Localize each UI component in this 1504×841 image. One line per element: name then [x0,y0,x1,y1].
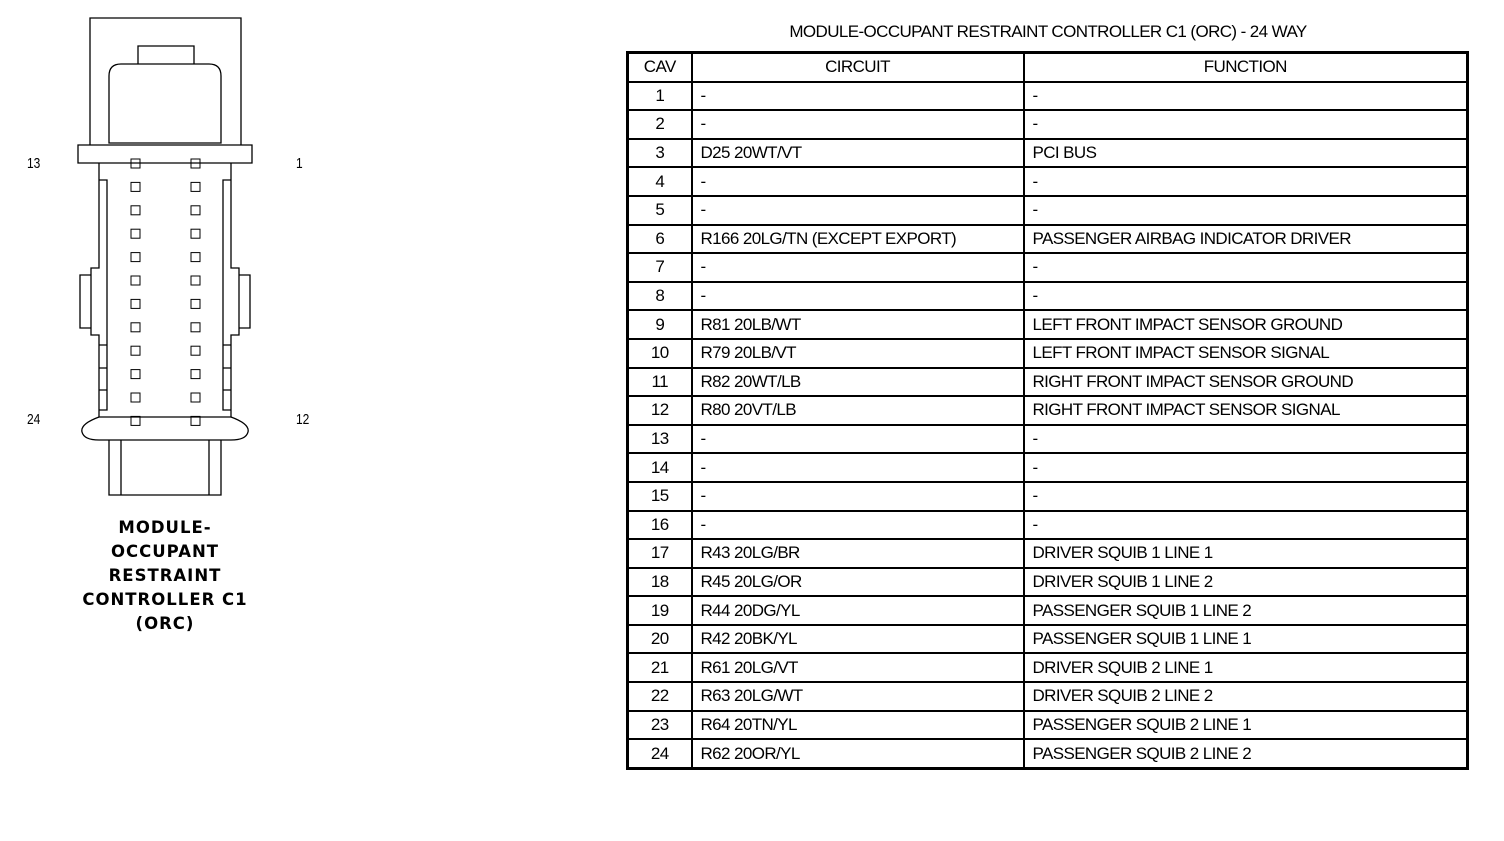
cavity-square [191,370,200,379]
circuit-cell: R44 20DG/YL [692,596,1024,625]
circuit-cell: R63 20LG/WT [692,682,1024,711]
cav-cell: 15 [628,482,692,511]
header-circuit: CIRCUIT [692,53,1024,82]
circuit-cell: R80 20VT/LB [692,396,1024,425]
cav-cell: 21 [628,653,692,682]
function-cell: LEFT FRONT IMPACT SENSOR SIGNAL [1024,339,1468,368]
connector-body [91,163,239,417]
connector-bottom-flange [82,417,248,440]
cav-cell: 8 [628,282,692,311]
circuit-cell: R82 20WT/LB [692,368,1024,397]
function-cell: DRIVER SQUIB 1 LINE 1 [1024,539,1468,568]
cav-cell: 24 [628,739,692,768]
cavity-grid [131,159,200,425]
circuit-cell: R45 20LG/OR [692,568,1024,597]
cav-cell: 12 [628,396,692,425]
circuit-cell: R64 20TN/YL [692,711,1024,740]
cav-cell: 18 [628,568,692,597]
function-cell: - [1024,482,1468,511]
circuit-cell: R79 20LB/VT [692,339,1024,368]
table-row [628,82,1468,111]
cavity-square [191,393,200,402]
table-row [628,368,1468,397]
circuit-cell: - [692,253,1024,282]
table-row [628,339,1468,368]
table-row [628,425,1468,454]
cavity-square [131,370,140,379]
cavity-square [131,182,140,191]
cavity-square [131,393,140,402]
circuit-cell: R42 20BK/YL [692,625,1024,654]
function-cell: - [1024,196,1468,225]
circuit-cell: - [692,511,1024,540]
cavity-square [131,206,140,215]
function-cell: - [1024,425,1468,454]
cavity-square [191,346,200,355]
circuit-cell: - [692,196,1024,225]
table-row [628,653,1468,682]
connector-diagram [0,0,560,836]
cav-cell: 9 [628,310,692,339]
cav-cell: 17 [628,539,692,568]
connector-caption [60,516,270,636]
circuit-cell: - [692,282,1024,311]
table-row [628,139,1468,168]
cavity-square [191,276,200,285]
cav-cell: 14 [628,453,692,482]
circuit-cell: R62 20OR/YL [692,739,1024,768]
cav-cell: 19 [628,596,692,625]
table-row [628,568,1468,597]
cavity-square [131,276,140,285]
function-cell: PCI BUS [1024,139,1468,168]
caption-line: RESTRAINT [108,566,222,585]
cavity-square [191,323,200,332]
pin-label-top-right: 1 [296,155,303,172]
cav-cell: 10 [628,339,692,368]
caption-line: MODULE- [118,518,212,537]
cav-cell: 5 [628,196,692,225]
table-row [628,625,1468,654]
circuit-cell: R43 20LG/BR [692,539,1024,568]
connector-face-drawing [0,0,560,836]
function-cell: RIGHT FRONT IMPACT SENSOR GROUND [1024,368,1468,397]
header-cav: CAV [628,53,692,82]
function-cell: PASSENGER SQUIB 1 LINE 1 [1024,625,1468,654]
cavity-square [131,253,140,262]
function-cell: PASSENGER AIRBAG INDICATOR DRIVER [1024,225,1468,254]
table-row [628,310,1468,339]
function-cell: DRIVER SQUIB 1 LINE 2 [1024,568,1468,597]
function-cell: LEFT FRONT IMPACT SENSOR GROUND [1024,310,1468,339]
function-cell: - [1024,511,1468,540]
connector-top-flange [78,145,252,163]
circuit-cell: R166 20LG/TN (EXCEPT EXPORT) [692,225,1024,254]
pin-label-bottom-right: 12 [296,411,310,428]
header-function: FUNCTION [1024,53,1468,82]
connector-bottom-stub [109,440,221,495]
table-row [628,453,1468,482]
function-cell: - [1024,253,1468,282]
circuit-cell: - [692,425,1024,454]
table-row [628,167,1468,196]
table-row [628,396,1468,425]
cav-cell: 7 [628,253,692,282]
cav-cell: 1 [628,82,692,111]
cav-cell: 23 [628,711,692,740]
table-row [628,739,1468,768]
cavity-square [131,229,140,238]
cav-cell: 2 [628,110,692,139]
cav-cell: 11 [628,368,692,397]
cavity-square [191,182,200,191]
cav-cell: 3 [628,139,692,168]
cavity-square [131,323,140,332]
circuit-cell: R61 20LG/VT [692,653,1024,682]
circuit-cell: - [692,82,1024,111]
table-row [628,482,1468,511]
table-row [628,711,1468,740]
cav-cell: 20 [628,625,692,654]
pinout-table [626,51,1469,770]
circuit-cell: - [692,110,1024,139]
caption-line: CONTROLLER C1 [82,590,248,609]
caption-line: OCCUPANT [110,542,220,561]
table-row [628,539,1468,568]
circuit-cell: - [692,167,1024,196]
pin-label-bottom-left: 24 [27,411,41,428]
function-cell: - [1024,110,1468,139]
cav-cell: 16 [628,511,692,540]
connector-latch [109,64,221,143]
circuit-cell: R81 20LB/WT [692,310,1024,339]
function-cell: PASSENGER SQUIB 2 LINE 2 [1024,739,1468,768]
cav-cell: 6 [628,225,692,254]
caption-line: (ORC) [135,614,195,633]
circuit-cell: - [692,453,1024,482]
function-cell: DRIVER SQUIB 2 LINE 1 [1024,653,1468,682]
circuit-cell: D25 20WT/VT [692,139,1024,168]
function-cell: PASSENGER SQUIB 2 LINE 1 [1024,711,1468,740]
table-row [628,596,1468,625]
cav-cell: 22 [628,682,692,711]
table-row [628,282,1468,311]
circuit-cell: - [692,482,1024,511]
connector-housing-outline [90,18,241,145]
table-row [628,511,1468,540]
table-row [628,682,1468,711]
cavity-square [191,229,200,238]
cavity-square [191,206,200,215]
function-cell: - [1024,453,1468,482]
table-row [628,253,1468,282]
function-cell: - [1024,167,1468,196]
function-cell: - [1024,82,1468,111]
cavity-square [191,416,200,425]
cavity-square [191,299,200,308]
cavity-square [131,416,140,425]
cavity-square [131,346,140,355]
table-row [628,225,1468,254]
cav-cell: 4 [628,167,692,196]
cav-cell: 13 [628,425,692,454]
table-row [628,196,1468,225]
pin-label-top-left: 13 [27,155,41,172]
function-cell: - [1024,282,1468,311]
table-title: MODULE-OCCUPANT RESTRAINT CONTROLLER C1 (ORC) - 24 WAY [789,22,1307,41]
table-row [628,110,1468,139]
table-header-row [628,53,1468,82]
cavity-square [191,253,200,262]
function-cell: PASSENGER SQUIB 1 LINE 2 [1024,596,1468,625]
connector-latch-tab [138,46,194,64]
function-cell: RIGHT FRONT IMPACT SENSOR SIGNAL [1024,396,1468,425]
function-cell: DRIVER SQUIB 2 LINE 2 [1024,682,1468,711]
cavity-square [131,299,140,308]
